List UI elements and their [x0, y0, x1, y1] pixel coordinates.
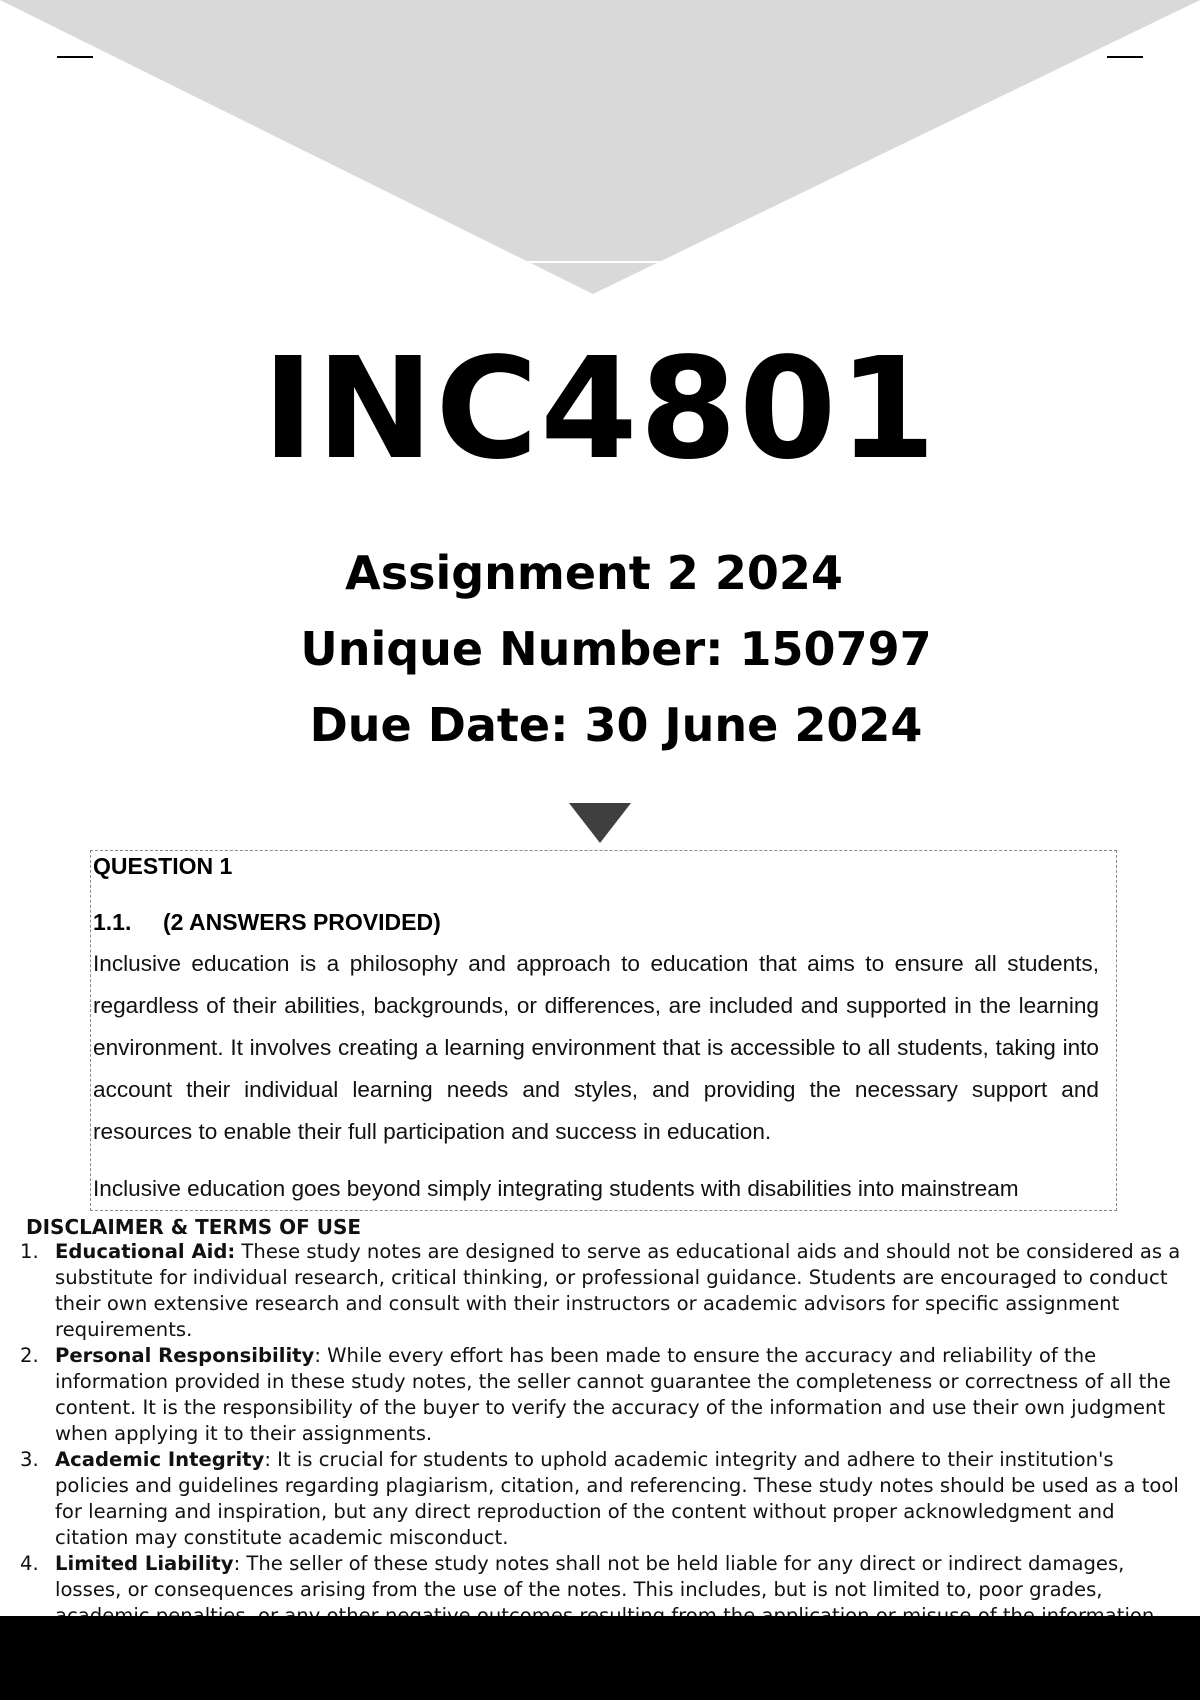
disclaimer-item-text: These study notes are designed to serve as educational aids and should not be considered as a substitute for individual research, critical thinking, or professional guidance. Students are encouraged to conduct their own extensive research and consult with their instructors or academic advisors for specific assignment requirements. [55, 1240, 1181, 1341]
assignment-title: Assignment 2 2024 [345, 546, 843, 600]
disclaimer-item-heading: Educational Aid: [55, 1240, 236, 1263]
disclaimer-item [0, 1239, 1200, 1343]
corner-mark-right [1107, 56, 1143, 58]
disclaimer-item-text: : While every effort has been made to ensure the accuracy and reliability of the information provided in these study notes, the seller cannot guarantee the completeness or correctness of all the content. It is the responsibility of the buyer to verify the accuracy of the information and use their own judgment when applying it to their assignments. [55, 1344, 1171, 1445]
question-sub-label: (2 ANSWERS PROVIDED) [163, 909, 441, 935]
answer-paragraph-1: Inclusive education is a philosophy and approach to education that aims to ensure all students, regardless of their abilities, backgrounds, or differences, are included and supported in the learning environment. It involves creating a learning environment that is accessible to all students, taking into account their individual learning needs and styles, and providing the necessary support and resources to enable their full participation and success in education. [93, 951, 1099, 1144]
disclaimer-item-number: 4. [20, 1552, 39, 1575]
disclaimer-item-number: 3. [20, 1448, 39, 1471]
course-code: INC4801 [262, 328, 938, 491]
question-sub-number: 1.1. [93, 909, 132, 935]
disclaimer-item-text: : The seller of these study notes shall not be held liable for any direct or indirect damages, losses, or consequences arising from the use of the notes. This includes, but is not limited to, poor grades, [55, 1552, 1125, 1601]
disclaimer-item-heading: Limited Liability [55, 1552, 234, 1575]
unique-number: Unique Number: 150797 [300, 622, 932, 676]
disclaimer-item-heading: Personal Responsibility [55, 1344, 315, 1367]
header-banner [0, 0, 1200, 300]
answer-paragraph-2: Inclusive education goes beyond simply integrating students with disabilities into mainstream [93, 1176, 1019, 1201]
disclaimer-item-heading: Academic Integrity [55, 1448, 265, 1471]
disclaimer-item-number: 2. [20, 1344, 39, 1367]
due-date: Due Date: 30 June 2024 [309, 698, 923, 752]
bottom-black-bar [0, 1616, 1200, 1700]
disclaimer-item [0, 1447, 1200, 1551]
disclaimer-item-number: 1. [20, 1240, 39, 1263]
question-title: QUESTION 1 [93, 853, 233, 879]
corner-mark-left [57, 56, 93, 58]
disclaimer-title: DISCLAIMER & TERMS OF USE [26, 1215, 362, 1239]
question-subheading [93, 907, 441, 937]
disclaimer-list [0, 1239, 1200, 1629]
disclaimer-item-text: : It is crucial for students to uphold academic integrity and adhere to their institution's policies and guidelines regarding plagiarism, citation, and referencing. These study notes should be used as a tool for learning and inspiration, but any direct reproduction of the content without proper acknowledgment and citation may constitute academic misconduct. [55, 1448, 1179, 1549]
down-triangle-icon [569, 803, 631, 843]
banner-chevron [0, 0, 1200, 294]
question-preview-box [90, 850, 1117, 1211]
disclaimer-item [0, 1343, 1200, 1447]
